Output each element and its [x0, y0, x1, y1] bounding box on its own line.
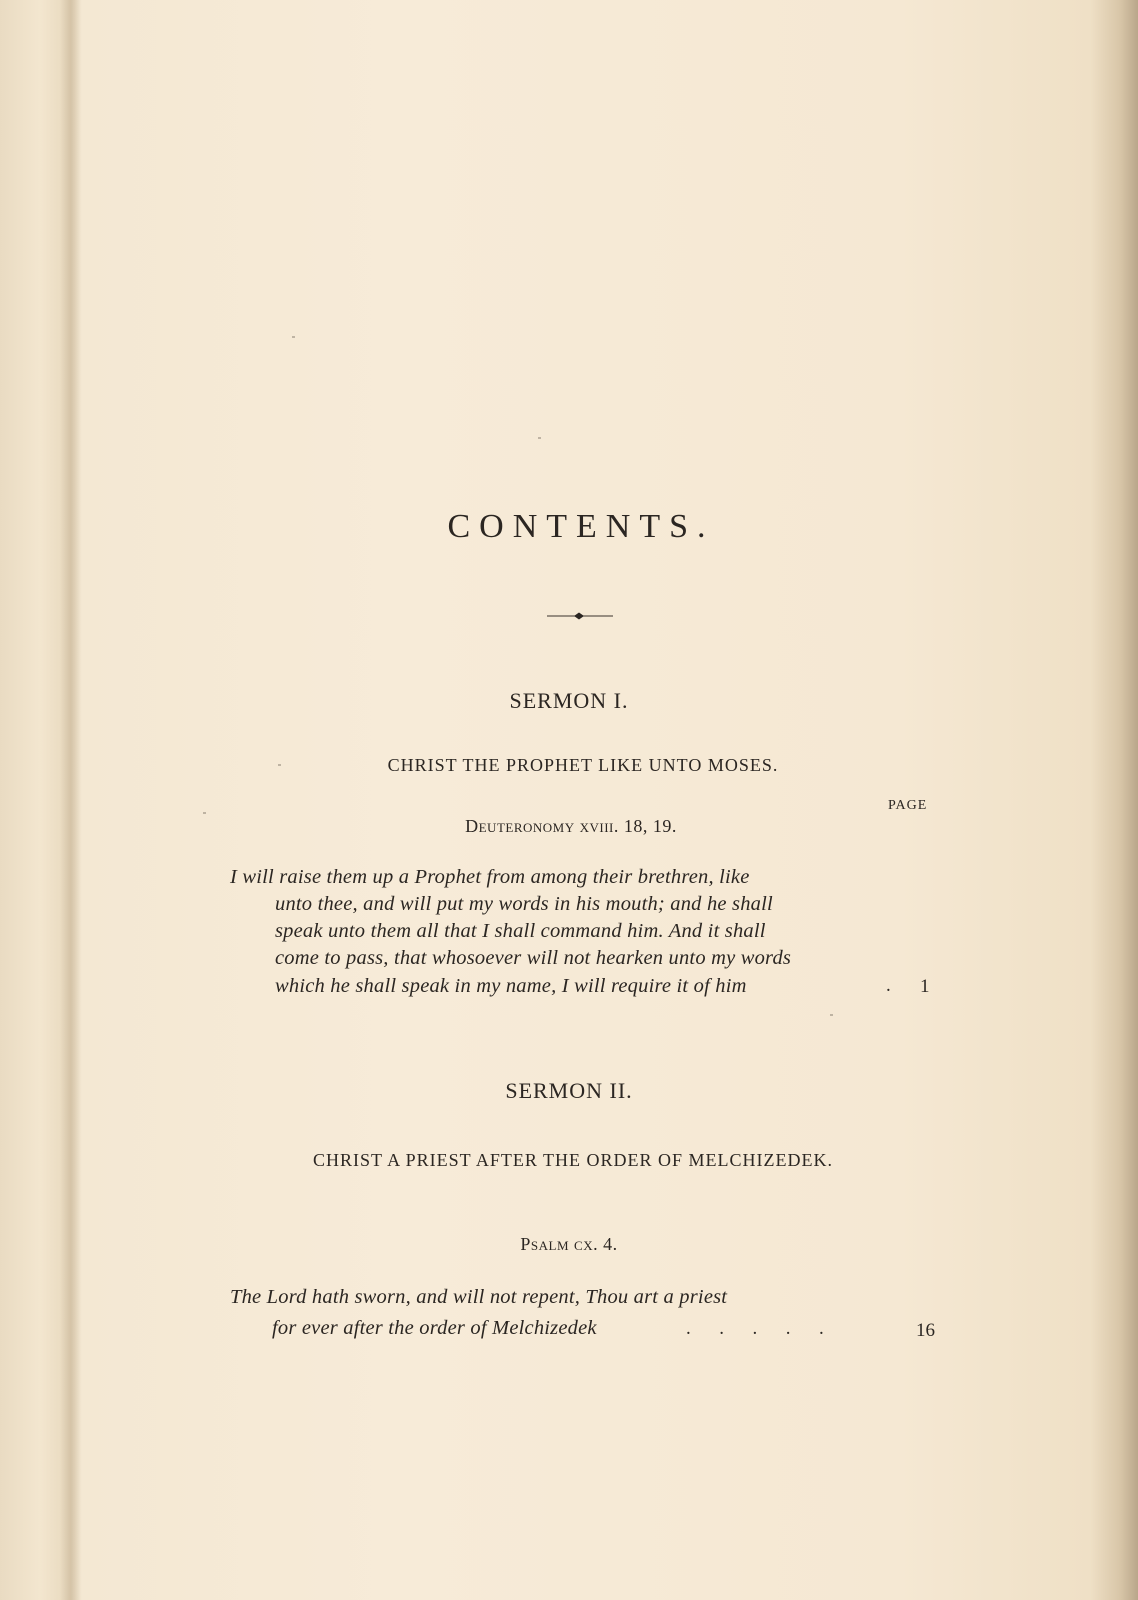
sermon-2-heading: SERMON II. [505, 1078, 633, 1103]
paper-speck [292, 336, 295, 338]
paper-speck [538, 437, 541, 439]
sermon-1-text-line: I will raise them up a Prophet from among their brethren, like [230, 866, 750, 888]
sermon-1-leader-dots: . [886, 975, 891, 996]
page-column-label: PAGE [888, 798, 928, 813]
sermon-1-text-line: speak unto them all that I shall command him. And it shall [275, 920, 766, 942]
sermon-1-text-line: which he shall speak in my name, I will require it of him [275, 975, 747, 997]
sermon-2-text-line: The Lord hath sworn, and will not repent, Thou art a priest [230, 1286, 728, 1308]
sermon-1-subject: CHRIST THE PROPHET LIKE UNTO MOSES. [387, 755, 779, 775]
page-title: CONTENTS. [447, 508, 715, 545]
sermon-1-heading: SERMON I. [509, 688, 629, 713]
sermon-1-text-line: come to pass, that whosoever will not hearken unto my words [275, 947, 792, 969]
ornament-divider [547, 611, 613, 621]
sermon-1-reference: Deuteronomy xviii. 18, 19. [465, 816, 677, 836]
sermon-2-text-line: for ever after the order of Melchizedek [272, 1317, 597, 1339]
sermon-1-page-number: 1 [920, 976, 930, 997]
paper-speck [830, 1014, 833, 1016]
sermon-2-reference: Psalm cx. 4. [520, 1234, 618, 1254]
paper-speck [203, 812, 206, 814]
sermon-2-subject: CHRIST A PRIEST AFTER THE ORDER OF MELCHIZEDEK. [312, 1150, 834, 1170]
gutter-shadow [60, 0, 82, 1600]
sermon-2-leader-dots: . . . . . [686, 1318, 824, 1339]
sermon-1-text-line: unto thee, and will put my words in his mouth; and he shall [275, 893, 773, 915]
sermon-2-page-number: 16 [916, 1320, 935, 1341]
